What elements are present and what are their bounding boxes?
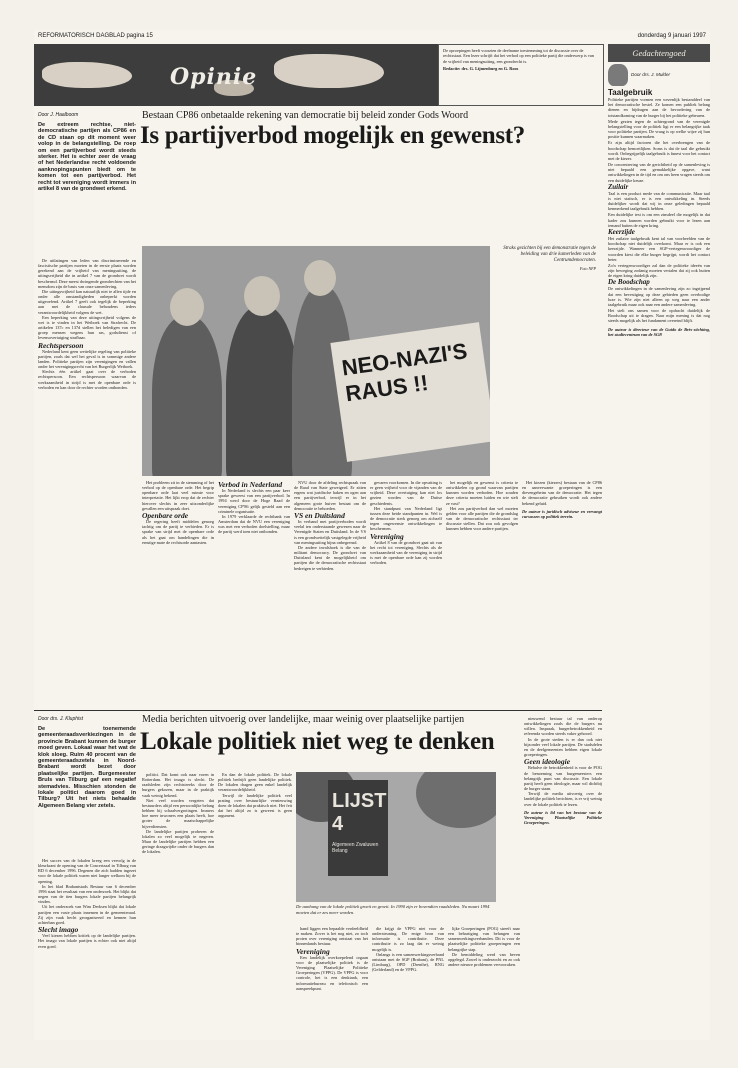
article1-kicker: Bestaan CP86 onbetaalde rekening van democratie bij beleid zonder Gods Woord <box>142 110 469 121</box>
sidebar-p7: Het zuilaire taalgebruik kent tal van voorbeelden van de boodschap niet duidelijk overkomt. Maar er is ook een keerzijde. Wanneer een SGP-vertegenwoordiger de woorden kiest die elke burger begrijpt, wordt het contact beter. <box>608 236 710 262</box>
issue-date: donderdag 9 januari 1997 <box>637 33 706 39</box>
sidebar-p10: Het stelt ons samen voor de opdracht duidelijk de Boodschap uit te dragen. Naar mijn mening is dat nog steeds mogelijk als het fundament overeind blijft. <box>608 308 710 324</box>
banner-caption-box <box>438 44 604 106</box>
photo1-credit: Foto NFP <box>579 266 596 271</box>
author-portrait <box>608 64 628 86</box>
article2-body18: Behalve de betrokkenheid is voor de POG de benoeming van burgemeesters een belangrijk punt van discussie. Een lokale partij heeft geen ideologie, maar wil dichtbij de burger staan. <box>524 765 602 792</box>
photo-face-2 <box>244 276 280 316</box>
article1-h-openbare: Openbare orde <box>142 510 189 520</box>
article1-body12: De andere invalshoek is die van de militant democracy. De grondwet van Duitsland kent de mogelijkheid om partijen die de democratische rechtsstaat bedreigen te verbieden. <box>294 544 366 571</box>
article2-col5 <box>372 926 444 1034</box>
article2-col1 <box>38 858 136 1034</box>
article1-col3 <box>218 480 290 706</box>
article1-byline: Door J. Haalboom <box>38 112 79 118</box>
article1-h-rechtspersoon: Rechtspersoon <box>38 340 84 350</box>
article2-body7: De landelijke partijen proberen de lokalen zo veel mogelijk te negeren. Maar de landelijke partijen hebben een geringe draagwijdte onder de burgers dan de lokalen. <box>142 828 214 855</box>
article1-col5 <box>370 480 442 706</box>
article2-body16: nieuwend bestuur tal van onderop ontwikkelingen zoals die de burgers nu willen. Inspraak, burgerbetrokkenheid en referenda worden steeds vaker gehoord. <box>524 716 602 737</box>
article2-headline: Lokale politiek niet weg te denken <box>140 728 495 755</box>
article2-body19: Terwijl de media uitvoerig over de landelijke politiek berichten, is er vrij weinig over de lokale politiek te lezen. <box>524 791 602 807</box>
sidebar-p4: De concentrering van de gerichtheid op de samenleving is niet bepaald een gemakkelijke opgave, want ontwikkelingen in de tijd en om ons heen vragen steeds om een duidelijke keuze. <box>608 162 710 183</box>
photo-face-3 <box>304 260 336 296</box>
article2-byline: Door drs. J. Kluphist <box>38 716 84 722</box>
article2-h-geen: Geen ideologie <box>524 757 571 767</box>
sidebar-p9: De ontwikkelingen in de samenleving zijn zo ingrijpend dat een bevestiging op deze gebieden geen overbodige luxe is. Wie zijn niet alleen op weg naar een ander taalgebruik maar ook naar een andere samenleving. <box>608 286 710 307</box>
article1-body18: Het kiezen (kiezers) bestaan van de CP86 en aanverwante groeperingen is een dievengeheim van de democratie. Het tegen de democratie gebruiken wordt ook andere bekend geluid. <box>522 480 602 506</box>
article2-h-vereniging: Vereniging <box>296 946 330 956</box>
article1-body5: Slechts één artikel gaat over de verboden rechtspersoon. Een rechtspersoon waarvan de werkzaamheid in strijd is met de openbare orde is verboden en kan door de rechter worden ontbonden. <box>38 369 136 390</box>
sidebar-p8: Zo'n vertegenwoordiger zal dan de politieke ideeën van zijn beweging zodanig moeten vertalen dat zij ook buiten de eigen kring duidelijk zijn. <box>608 262 710 279</box>
sidebar-title-taalgebruik: Taalgebruik <box>608 88 653 97</box>
column-head: Gedachtengoed <box>608 44 710 62</box>
article2-body12: die krijgt de VPPG niet voor de ondersteuning. De enige bron van informatie is contributie. Deze contributie is zo laag dat er weinig mogelijk is. <box>372 926 444 952</box>
poster-party-name: Algemeen Zwaluwen Belang <box>332 842 379 854</box>
article1-headline: Is partijverbod mogelijk en gewenst? <box>140 122 526 149</box>
photo1-caption <box>496 246 596 272</box>
article1-note: De auteur is juridisch adviseur en vervangt cursussen op politiek terrein. <box>522 508 602 519</box>
article1-body17: Het zou partijverbod dan wel moeten gelden voor alle partijen die de grondslag van de democratische rechtsstaat ter discussie stellen. Dat zou ook gevolgen kunnen hebben voor andere partijen. <box>446 505 518 532</box>
banner-hand-right <box>274 54 384 88</box>
article1-h-verbod: Verbod in Nederland <box>218 480 283 489</box>
article1-body2: Die uitingsvrijheid kan natuurlijk niet te allen tijde en onder alle omstandigheden onbeperkt worden uitgeoefend. Artikel 7 geeft ook tegelijk de beperking aan met de clausule behoudens ieders verantwoordelijkheid volgens de wet. <box>38 288 136 315</box>
election-poster <box>328 780 388 876</box>
article1-lead: De extreem rechtse, niet-democratische partijen als CP86 en de CD staan op dit moment weer volop in de belangstelling. De roep om een partijverbod wordt steeds sterker. Het is echter zeer de vraag of het Nederlandse recht voldoende aanknopingspunten biedt om te komen tot een partijverbod. Het recht tot vereniging wordt immers in artikel 8 van de grondwet erkend. <box>38 122 136 193</box>
article2-lead: De toenemende gemeenteraadsverkiezingen in de provincie Brabant kunnen de burger moed geven. Lokaal waar het wat de klok sloeg. Ruim 40 procent van de gemeenteraadszetels in Noord-Brabant wordt bezet door plaatselijke partijen. Burgemeester Bruls van Tilburg gaf een negatief stemadvies. Misschien stonden de lokale politici daarom goed in Tilburg? Uit het niets behaalde Algemeen Belang vier zetels. <box>38 726 136 809</box>
article1-body14: Het standpunt van Nederland ligt tussen deze beide standpunten in. Wel is de democratie sterk genoeg om zichzelf tegen ongewenste ontwikkelingen te beschermen. <box>370 505 442 532</box>
paper-name: REFORMATORISCH DAGBLAD pagina 15 <box>38 33 153 39</box>
article2-h-slecht: Slecht imago <box>38 925 79 935</box>
article2-body2: In het blad Brabantstads Bestuur van 6 december 1996 staat het resultaat van een onderzoek. Het blijkt dat negen van de tien burgers lokale partijen belangrijk vinden. <box>38 883 136 905</box>
page-header <box>34 30 710 42</box>
article2-col3 <box>218 772 292 1034</box>
photo-figure-1 <box>152 316 222 476</box>
article2-note: De auteur is lid van het bestuur van de Vereniging Plaatselijke Politieke Groeperingen. <box>524 809 602 825</box>
article1-body11: In verband met partijverboden wordt veelal ten onderstaande gewezen naar de Verenigde Staten en Duitsland. In de VS is een grondwettelijk vastgelegde vrijheid van meningsuiting bijna onbegrensd. <box>294 519 366 545</box>
article2-body9: Terwijl de landelijke politiek veel prating over bestuurlijke vernieuwing doen de lokalen dat praktisch niet. Het feit dat het altijd zo is geweest is geen argument. <box>218 792 292 819</box>
article1-h-vereniging: Vereniging <box>370 531 404 541</box>
article2-col4 <box>296 926 368 1034</box>
gedachtengoed-column <box>608 64 710 1034</box>
article1-col2 <box>142 480 214 706</box>
protest-sign: NEO-NAZI'S RAUS !! <box>330 322 490 462</box>
banner-hand-left <box>42 62 132 88</box>
article1-body13: gevaren voorkomen. In die opvatting is er geen vrijheid voor de vijanden van de vrijheid. Deze overtuiging kan niet los gezien worden van de Duitse geschiedenis. <box>370 480 442 506</box>
article1-col4 <box>294 480 366 706</box>
sidebar-p3: Er zijn altijd factoren die het overbrengen van de boodschap bemoeilijken. Soms is dat de taal die gebruikt wordt. Onbegrijpelijk taalgebruik is funest voor het contact met de kiezer. <box>608 140 710 161</box>
opinie-banner <box>34 44 480 106</box>
sidebar-author-name: Door drs. J. Mulder <box>631 72 671 78</box>
sidebar-p1: Politieke partijen vormen een wezenlijk bestanddeel van het democratische bestel. Ze komen een publiek belang dienen en bijdragen aan de bevordering van de totstandkoming van de burger bij het politieke gebeuren. <box>608 97 710 118</box>
sidebar-title-zuilair: Zuilair <box>608 182 629 191</box>
article-divider <box>34 710 602 711</box>
article2-body1: Het succes van de lokalen kreeg een vervolg in de kleurkrant de opening van de Concertzaal in Tilburg van RD 6 december 1996. Degenen die zich hadden ingezet voor de lokale politiek waren niet langer welkom bij de opening. <box>38 858 136 884</box>
article2-col7 <box>524 716 602 1034</box>
article1-body16: het mogelijk en gewenst is criteria te ontwikkelen op grond waarvan partijen kunnen worden verboden. Hoe zouden deze criteria moeten luiden en wie stelt ze vast? <box>446 480 518 506</box>
article1-body6: Het probleem zit in de stemming of het verbod op de openbare orde. Het begrip openbare orde laat veel ruimte voor interpretatie. Het lijkt erop dat de rechter hierover slechts in zeer uitzonderlijke gevallen een uitspraak doet. <box>142 480 214 511</box>
article1-body1: De uitlatingen van leden van discriminerende en fascistische partijen moeten in de eerste plaats worden gerekend aan de vrijheid van meningsuiting, de uitingsvrijheid die in artikel 7 van de grondwet wordt beschermd. Deze meest dwingende grondrechten van het mensdom zijn de basis van onze samenleving. <box>38 258 136 289</box>
article1-body7: De regering heeft middelen genoeg tachtig om de partij te verbieden. Er is sprake van strijd met de openbare orde als het gaat om handelingen die in ernstige mate de rechtsorde aantasten. <box>142 519 214 545</box>
photo-figure-2 <box>226 306 298 476</box>
article2-body8: En dan de lokale politiek. De lokale politiek bedrijft geen landelijke politiek. De lokalen dragen geen enkel landelijk verantwoordelijkheid. <box>218 772 292 793</box>
article1-col6 <box>446 480 518 706</box>
election-poster-photo <box>296 772 496 902</box>
demonstration-photo <box>142 246 490 476</box>
article1-body9: In 1979 verklaarde de rechtbank van Amsterdam dat de NVU een vereniging was met een verboden doelstelling, maar de partij werd toen niet ontbonden. <box>218 513 290 535</box>
sidebar-title-keerzijde: Keerzijde <box>608 227 635 236</box>
article2-body6: Niet veel worden vergeten dat bestuurders altijd een persoonlijke belang hebben bij schaalvergrotingen. Immers hoe meer inwoners een plaats heeft, hoe groter de maatschappelijke bijverdiensten. <box>142 797 214 829</box>
article2-kicker: Media berichten uitvoerig over landelijke, maar weinig over plaatselijke partijen <box>142 714 465 725</box>
article1-col1 <box>38 258 136 706</box>
article1-body10: NVU door de afdeling rechtspraak van de Raad van State geweigerd. Er zitten ergens wat juridische haken en ogen aan een partijverbod, terwijl er in het algemeen grote huiver bestaat om de democratie te behoeden. <box>294 480 366 511</box>
article1-body8: In Nederland is slechts een paar keer sprake geweest van een partijverbod. In 1994 werd door de Hoge Raad de vereniging CP'86 gelijk gesteld aan een criminele organisatie. <box>218 488 290 514</box>
section-title: Opinie <box>170 64 258 90</box>
sidebar-title-boodschap: De Boodschap <box>608 278 650 287</box>
sidebar-p5: Taal is een product mede van de communicatie. Maar taal is niet statisch, er is een ontwikkeling in. Steeds duidelijker wordt dat wij in onze geledingen bepaald kenmerkend taalgebruik hebben. <box>608 190 710 212</box>
article2-body11: Een landelijk overkoepelend orgaan voor de plaatselijke politiek is de Vereniging Plaatselijke Politieke Groeperingen (VPPG). De VPPG is voor controle, het is een denktank, een informatiebureau en telefonisch een aanspreekpunt. <box>296 954 368 991</box>
article1-h-vs: VS en Duitsland <box>294 510 345 520</box>
article2-body15: De bemiddeling werd van beven opgelegd. Zowel is onderzocht en zo ook andere nieuwe problemen vervooraken. <box>448 951 520 968</box>
photo-face-1 <box>170 288 204 326</box>
poster-list-number: LIJST 4 <box>332 790 387 835</box>
article1-col7 <box>522 480 602 706</box>
sidebar-p2: Mede gezien tegen de achtergrond van de verenigde belangstelling voor de politiek ligt er een belangrijke taak voor politieke partijen. De vraag is op welke wijze zij hun positie kunnen waarmaken. <box>608 118 710 140</box>
sidebar-p6: Een duidelijke test is om een zinsdeel die mogelijk in dat kader zou kunnen worden gebruikt voor te lezen aan iemand buiten de eigen kring. <box>608 212 710 228</box>
article2-body4: Veel kiezen hebben kritiek op de landelijke partijen. Het imago van lokale partijen is echter ook niet altijd even goed. <box>38 933 136 949</box>
article2-col2 <box>142 772 214 1034</box>
sidebar-note: De auteur is directeur van de Guido de Brès-stichting, het studiecentrum van de SGP. <box>608 326 710 337</box>
article2-body14: lijke Groeperingen (POG) streeft naar een behartiging van belangen van samenwerkingsverbanden. Dit is voor de plaatselijke politieke groeperingen een belangrijke stap. <box>448 926 520 952</box>
article1-body15: Artikel 8 van de grondwet gaat uit van het recht tot vereniging. Slechts als de werkzaamheid van de vereniging in strijd is met de openbare orde kan zij worden verboden. <box>370 539 442 566</box>
article1-body4: Nederland kent geen wettelijke regeling van politieke partijen, zoals dat wel het geval is in sommige andere landen. Politieke partijen zijn verenigingen en vallen onder het verenigingsrecht van het Burgerlijk Wetboek. <box>38 348 136 370</box>
article2-col6 <box>448 926 520 1034</box>
article1-body3: Een beperking van deze uitingsvrijheid volgens de wet is te vinden in het Wetboek van Strafrecht. De artikelen 137c en 137d stellen het beledigen van een groep mensen wegens hun ras, godsdienst of levensovertuiging strafbaar. <box>38 314 136 341</box>
banner-caption-text: De oproepingen heeft voorzien de deelname toestemming tot de discussie over de rechtsstaat. Een lezer schrijft dat het verbod op een politieke partij die onderwerp is van de vrijheid van meningsuiting, een grondrecht is. <box>443 48 594 64</box>
article2-body3: Uit het onderzoek van Wim Derksen blijkt dat lokale partijen een vaste plaats innemen in de gemeenteraad. Zij zijn vaak hecht georganiseerd en kennen hun achterban goed. <box>38 904 136 925</box>
article2-body5: politici. Dat komt ook naar voren in Rotterdam. Het imago is slecht. De raadsleden zijn rechtstreeks door de burgers gekozen, maar in de praktijk vaak weinig bekend. <box>142 772 214 798</box>
article2-body17: In de grote steden is er dan ook niet bijzonder veel lokale partijen. De stadsdelen en de deelgemeenten hebben eigen lokale groeperingen. <box>524 736 602 758</box>
sidebar-author <box>608 64 710 86</box>
newspaper-page <box>34 30 710 1040</box>
photo2-caption: De aanhang van de lokale politiek groeit en groeit. In 1990 zijn er bovendien raadsleden. Nu maart 1994 moeten dat er zes meer worden. <box>296 904 490 915</box>
article2-body13: Onlangs is een samenwerkingsverband ontstaan met de SGP (Brabant), de PNL (Limburg), OPD (Drenthe), RNG (Gelderland) en de VPPG. <box>372 951 444 973</box>
article2-body10: hand liggen een bepaalde verdeeldheid te maken. Zover is het nog niet, zo toch proten over vereniging ontstaat van het binnenlands bestuur. <box>296 926 368 947</box>
banner-caption-credit: Redactie: drs. G. Lijmenburg en G. Roos <box>443 65 519 71</box>
photo1-caption-text: Straks gezichten bij een demonstratie tegen de beleiding van drie kamerleden van de Centrumdemocraten. <box>503 246 596 263</box>
photo2-tree-2 <box>416 772 496 828</box>
